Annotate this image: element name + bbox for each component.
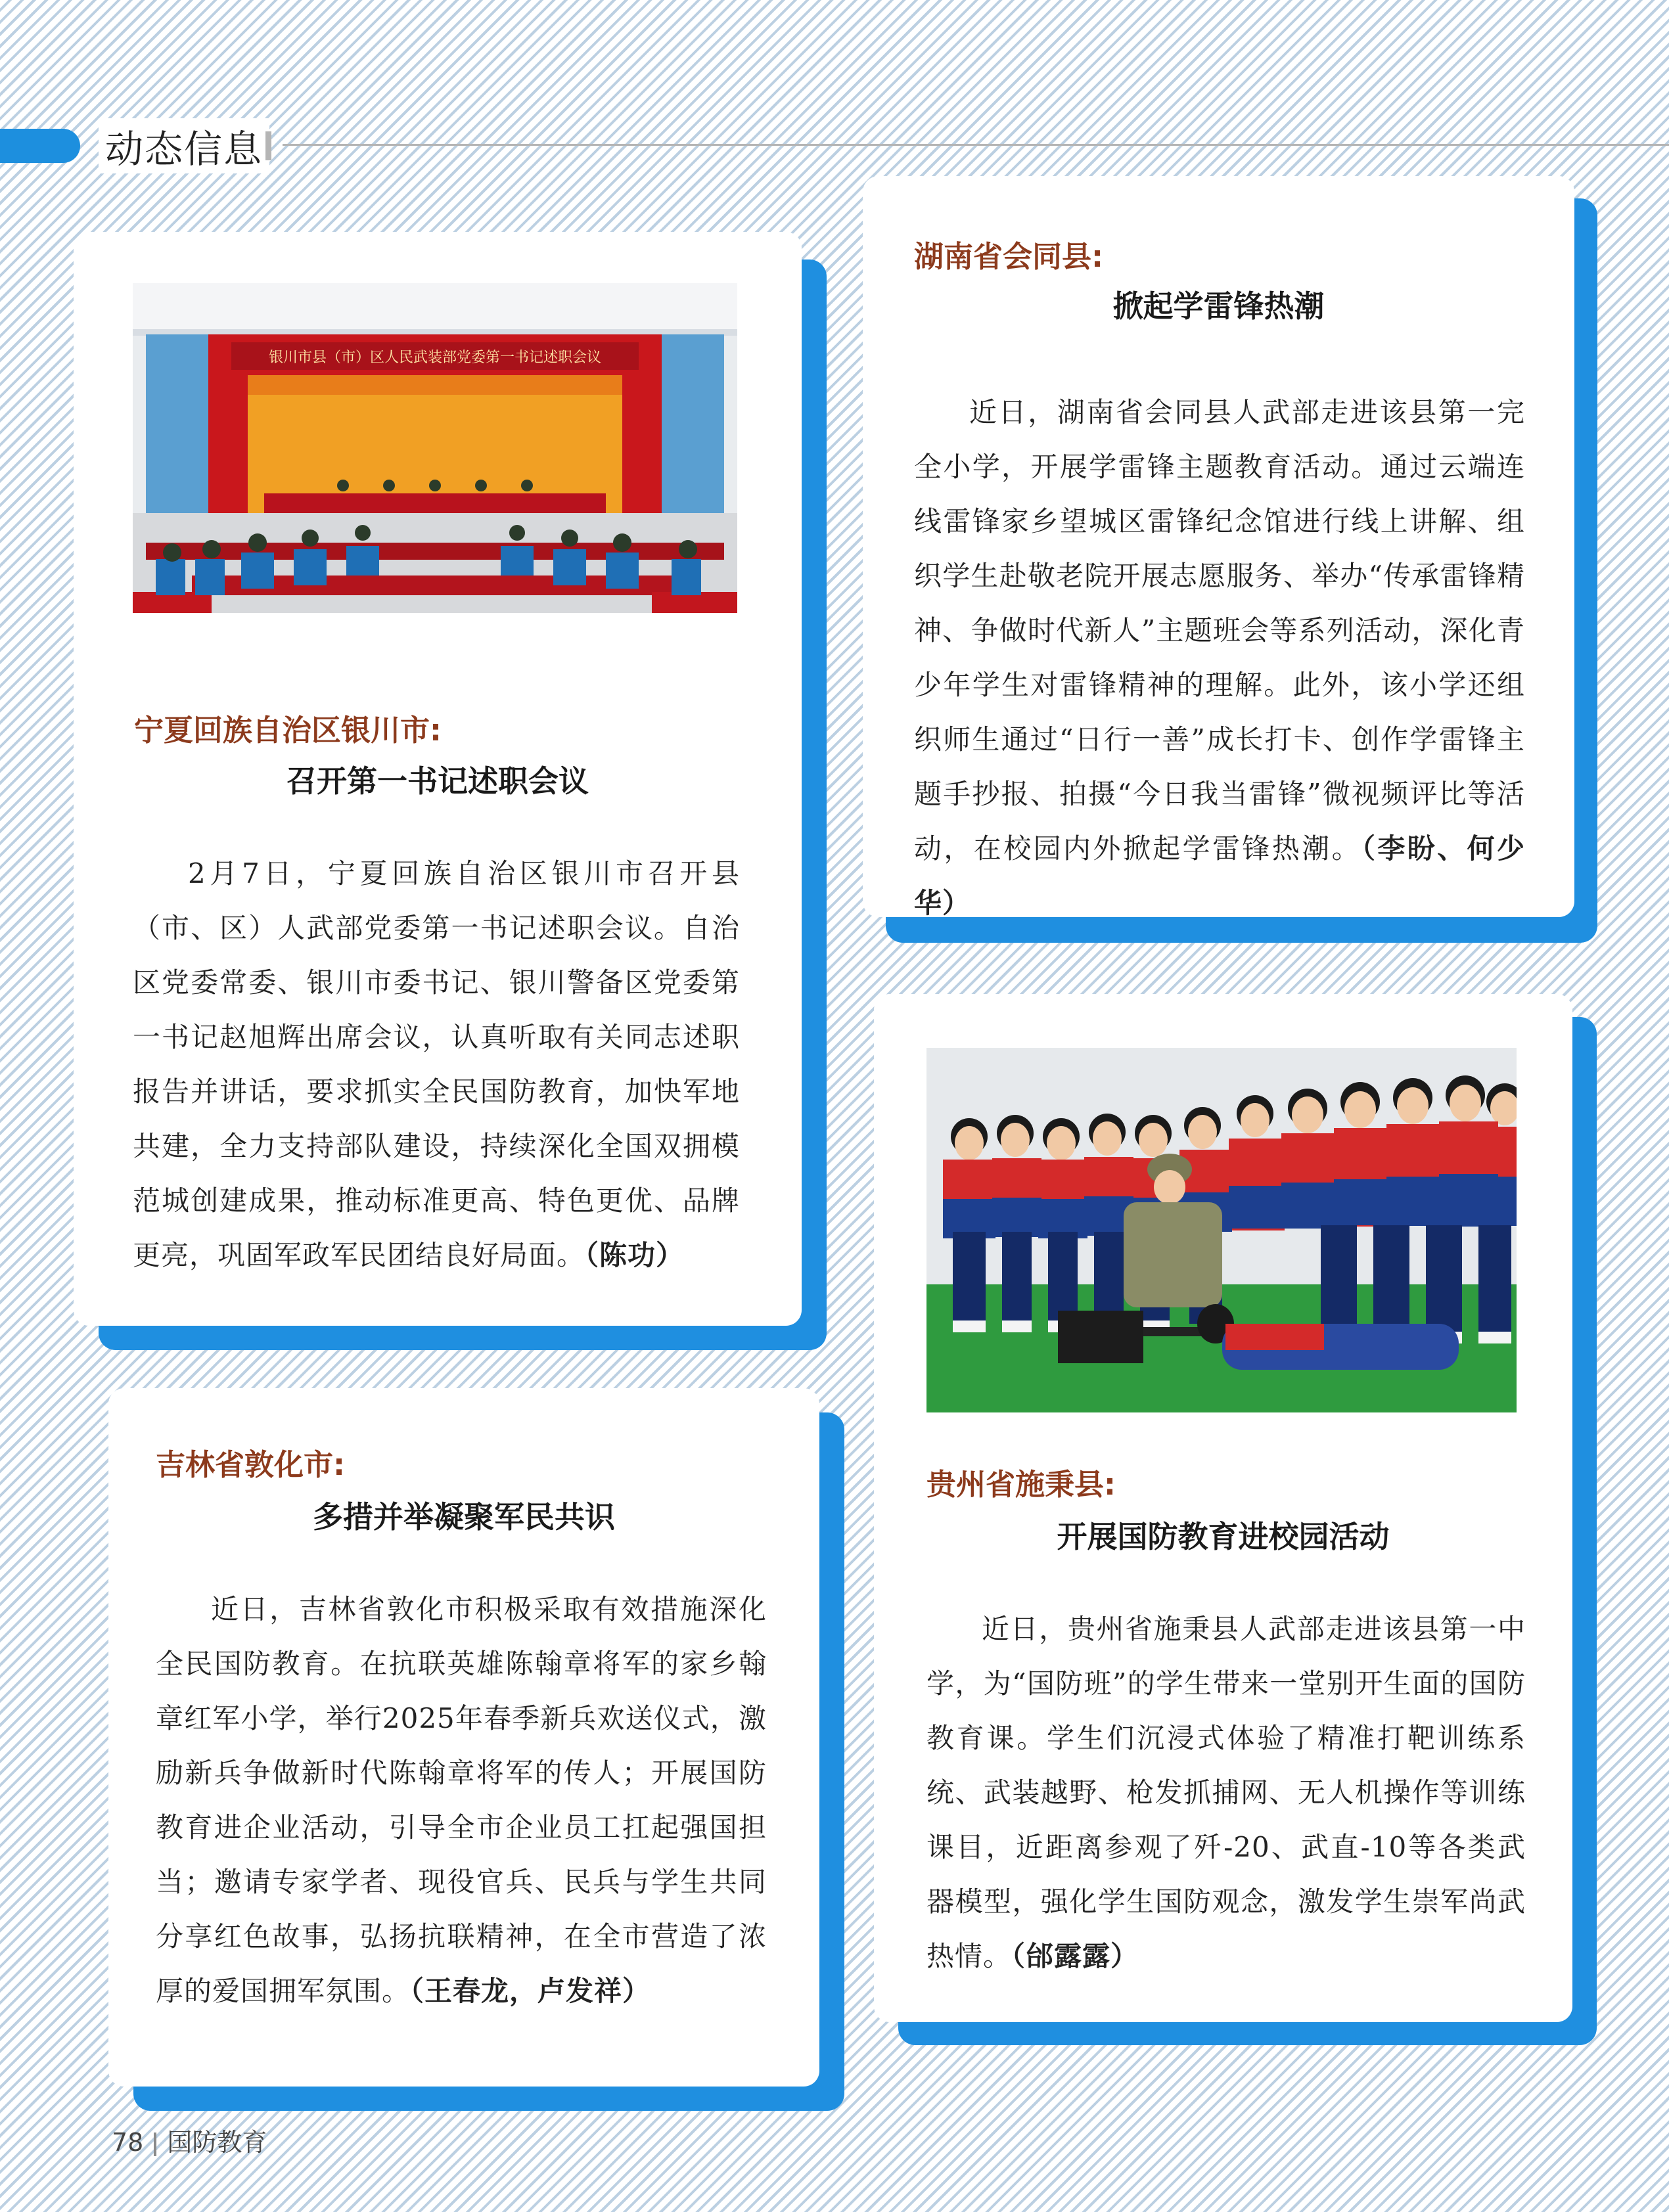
article-card-hunan (863, 176, 1574, 917)
page-number: 78 (112, 2128, 144, 2157)
footer-divider (154, 2133, 156, 2156)
article-author: （李盼、何少华） (914, 832, 1525, 919)
article-headline: 掀起学雷锋热潮 (1112, 288, 1325, 324)
article-region: 贵州省施秉县: (926, 1467, 1116, 1502)
section-marker (0, 129, 80, 163)
article-headline: 多措并举凝聚军民共识 (313, 1499, 615, 1535)
article-author: （陈功） (585, 1239, 685, 1271)
article-photo-students (926, 1048, 1517, 1412)
article-body-text: 近日，贵州省施秉县人武部走进该县第一中学，为“国防班”的学生带来一堂别开生面的国防教育课。学生们沉浸式体验了精准打靶训练系统、武装越野、枪发抓捕网、无人机操作等训练课目，近距离参观了歼-20、武直-10等各类武器模型，强化学生国防观念，激发学生崇军尚武热情。 (926, 1613, 1526, 1972)
article-body (156, 1582, 767, 2018)
article-author: （邰露露） (1011, 1940, 1139, 1972)
svg-text:银川市县（市）区人民武装部党委第一书记述职会议: 银川市县（市）区人民武装部党委第一书记述职会议 (268, 350, 602, 366)
header-divider-bar (265, 131, 271, 160)
article-body (914, 385, 1525, 930)
article-body (926, 1602, 1526, 1983)
header-rule (283, 144, 1669, 146)
article-card-guizhou (874, 994, 1572, 2022)
article-body-text: 近日，湖南省会同县人武部走进该县第一完全小学，开展学雷锋主题教育活动。通过云端连线雷锋家乡望城区雷锋纪念馆进行线上讲解、组织学生赴敬老院开展志愿服务、举办“传承雷锋精神、争做时代新人”主题班会等系列活动，深化青少年学生对雷锋精神的理解。此外，该小学还组织师生通过“日行一善”成长打卡、创作学雷锋主题手抄报、拍摄“今日我当雷锋”微视频评比等活动，在校园内外掀起学雷锋热潮。 (914, 396, 1525, 865)
article-card-ningxia (74, 232, 802, 1326)
section-title: 动态信息 (99, 118, 269, 173)
article-headline: 开展国防教育进校园活动 (1057, 1519, 1390, 1554)
article-body-text: 近日，吉林省敦化市积极采取有效措施深化全民国防教育。在抗联英雄陈翰章将军的家乡翰章红军小学，举行2025年春季新兵欢送仪式，激励新兵争做新时代陈翰章将军的传人；开展国防教育进企业活动，引导全市企业员工扛起强国担当；邀请专家学者、现役官兵、民兵与学生共同分享红色故事，弘扬抗联精神，在全市营造了浓厚的爱国拥军氛围。 (156, 1593, 767, 2007)
page-footer (112, 2122, 267, 2158)
magazine-name: 国防教育 (167, 2128, 267, 2157)
article-headline: 召开第一书记述职会议 (286, 763, 589, 799)
article-card-jilin (108, 1388, 819, 2087)
article-author: （王春龙，卢发祥） (410, 1975, 651, 2007)
article-region: 吉林省敦化市: (156, 1447, 345, 1482)
article-photo-meeting (133, 283, 737, 613)
article-region: 湖南省会同县: (914, 239, 1103, 274)
article-body-text: 2月7日，宁夏回族自治区银川市召开县（市、区）人武部党委第一书记述职会议。自治区党委常委、银川市委书记、银川警备区党委第一书记赵旭辉出席会议，认真听取有关同志述职报告并讲话，要求抓实全民国防教育，加快军地共建，全力支持部队建设，持续深化全国双拥模范城创建成果，推动标准更高、特色更优、品牌更亮，巩固军政军民团结良好局面。 (133, 857, 740, 1271)
article-region: 宁夏回族自治区银川市: (134, 713, 442, 748)
article-body (133, 846, 740, 1282)
